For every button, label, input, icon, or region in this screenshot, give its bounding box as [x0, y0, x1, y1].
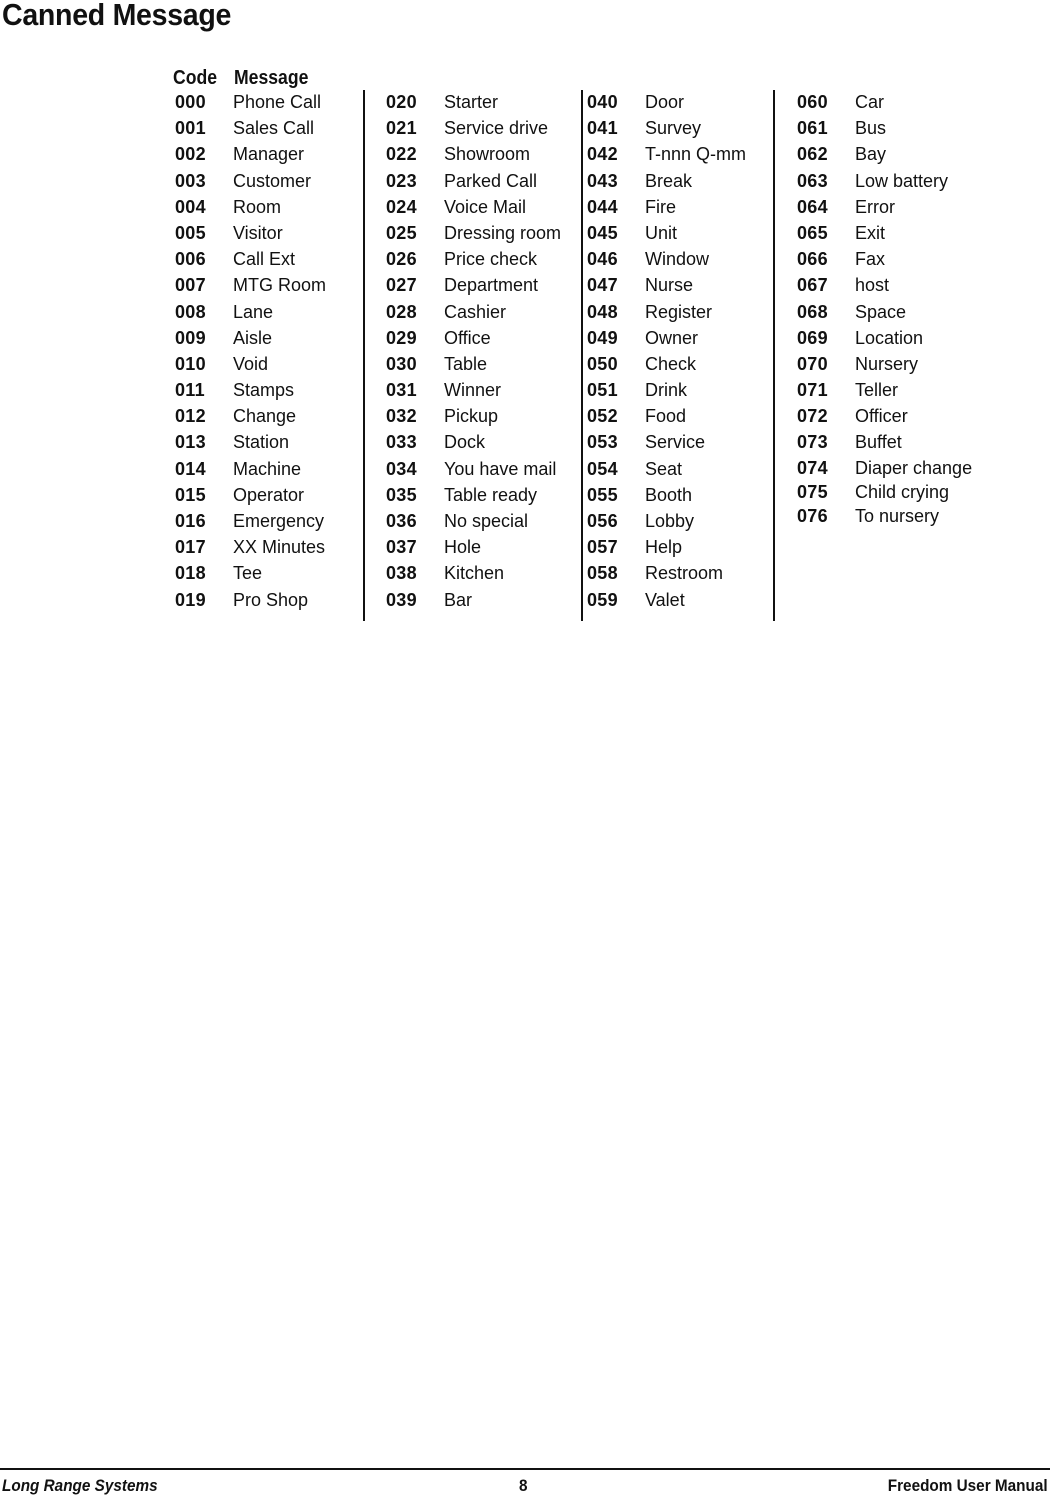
page-number: 8 — [519, 1476, 528, 1495]
table-row — [175, 429, 326, 455]
message-text: Sales Call — [233, 118, 315, 139]
table-row — [386, 429, 561, 455]
table-row — [797, 168, 972, 194]
message-text: Pickup — [444, 406, 499, 427]
message-code: 029 — [386, 327, 417, 348]
table-row — [386, 220, 561, 246]
message-text: Drink — [645, 380, 688, 401]
message-code: 030 — [386, 353, 417, 374]
table-row — [386, 168, 561, 194]
table-row — [175, 587, 326, 613]
message-text: Dressing room — [444, 222, 562, 243]
table-row — [797, 403, 972, 429]
code-column-header: Code — [173, 67, 217, 89]
message-code: 035 — [386, 484, 417, 505]
table-row — [797, 141, 972, 167]
message-text: Booth — [645, 484, 693, 505]
table-row — [797, 89, 972, 115]
message-code: 062 — [797, 144, 828, 165]
table-row — [587, 587, 746, 613]
message-code: 047 — [587, 275, 618, 296]
message-code: 011 — [175, 380, 205, 401]
message-text: Winner — [444, 380, 502, 401]
message-text: Phone Call — [233, 92, 322, 112]
message-code: 018 — [175, 563, 206, 584]
message-text: Help — [645, 537, 683, 558]
table-row — [587, 403, 746, 429]
table-row — [797, 246, 972, 272]
message-text: Seat — [645, 458, 683, 479]
table-row — [797, 299, 972, 325]
code-list-column-4 — [797, 89, 972, 528]
message-code: 068 — [797, 301, 828, 322]
message-text: XX Minutes — [233, 537, 326, 558]
code-list-column-1 — [175, 89, 326, 613]
message-code: 057 — [587, 537, 618, 558]
message-code: 024 — [386, 196, 417, 217]
table-row — [587, 89, 746, 115]
message-code: 004 — [175, 196, 206, 217]
message-text: Survey — [645, 118, 702, 139]
message-text: Service — [645, 432, 706, 453]
message-code: 072 — [797, 406, 828, 427]
table-row — [386, 560, 561, 586]
message-code: 036 — [386, 511, 417, 531]
message-text: Space — [855, 301, 907, 322]
message-code: 053 — [587, 432, 618, 453]
message-text: Error — [855, 196, 895, 217]
message-text: Emergency — [233, 511, 325, 531]
message-code: 056 — [587, 511, 618, 531]
table-row — [175, 89, 326, 115]
message-code: 065 — [797, 222, 828, 243]
message-text: Starter — [444, 92, 499, 112]
message-text: Aisle — [233, 327, 273, 348]
message-text: Lobby — [645, 511, 695, 531]
message-text: Location — [855, 327, 924, 348]
message-code: 016 — [175, 511, 206, 531]
table-row — [386, 141, 561, 167]
message-text: Office — [444, 327, 491, 348]
message-code: 022 — [386, 144, 417, 165]
message-text: Nursery — [855, 353, 919, 374]
message-code: 049 — [587, 327, 618, 348]
table-row — [587, 482, 746, 508]
message-text: Register — [645, 301, 713, 322]
code-list-column-3 — [587, 89, 746, 613]
message-code: 046 — [587, 249, 618, 270]
table-row — [175, 456, 326, 482]
table-row — [797, 456, 972, 480]
footer-company: Long Range Systems — [2, 1476, 158, 1495]
message-text: T-nnn Q-mm — [645, 144, 747, 165]
message-text: Showroom — [444, 144, 531, 165]
message-text: Pro Shop — [233, 589, 309, 610]
table-row — [386, 587, 561, 613]
table-row — [175, 246, 326, 272]
table-row — [175, 325, 326, 351]
message-text: Machine — [233, 458, 302, 479]
message-code: 038 — [386, 563, 417, 584]
table-row — [587, 194, 746, 220]
column-divider — [581, 90, 583, 621]
message-column-header: Message — [234, 67, 309, 89]
table-row — [386, 403, 561, 429]
message-code: 048 — [587, 301, 618, 322]
message-text: Nurse — [645, 275, 694, 296]
message-code: 015 — [175, 484, 206, 505]
message-text: Officer — [855, 406, 908, 427]
table-row — [797, 480, 972, 504]
table-row — [175, 220, 326, 246]
table-row — [797, 377, 972, 403]
message-code: 034 — [386, 458, 417, 479]
message-code: 002 — [175, 144, 206, 165]
message-text: Window — [645, 249, 710, 270]
message-code: 021 — [386, 118, 417, 139]
page-title: Canned Message — [2, 0, 232, 32]
message-text: Department — [444, 275, 539, 296]
table-row — [386, 377, 561, 403]
table-row — [587, 534, 746, 560]
message-code: 061 — [797, 118, 828, 139]
table-row — [175, 377, 326, 403]
message-text: Bay — [855, 144, 887, 165]
message-text: Door — [645, 92, 685, 112]
table-row — [386, 508, 561, 534]
message-code: 023 — [386, 170, 417, 191]
message-text: Fire — [645, 196, 676, 217]
message-text: Dock — [444, 432, 486, 453]
message-code: 037 — [386, 537, 417, 558]
table-row — [797, 272, 972, 298]
footer-divider — [0, 1468, 1050, 1470]
message-text: Teller — [855, 380, 899, 401]
table-row — [386, 89, 561, 115]
message-code: 006 — [175, 249, 206, 270]
message-text: Operator — [233, 484, 305, 505]
table-row — [797, 220, 972, 246]
message-code: 026 — [386, 249, 417, 270]
table-row — [797, 194, 972, 220]
message-text: Tee — [233, 563, 263, 584]
message-text: Parked Call — [444, 170, 538, 191]
message-code: 040 — [587, 92, 618, 112]
table-row — [587, 508, 746, 534]
table-row — [587, 141, 746, 167]
table-row — [587, 272, 746, 298]
message-code: 044 — [587, 196, 618, 217]
message-text: Cashier — [444, 301, 507, 322]
message-text: Table — [444, 353, 488, 374]
message-code: 033 — [386, 432, 417, 453]
message-code: 075 — [797, 481, 828, 502]
message-code: 063 — [797, 170, 828, 191]
table-row — [386, 351, 561, 377]
message-code: 039 — [386, 589, 417, 610]
message-code: 013 — [175, 432, 206, 453]
message-code: 066 — [797, 249, 828, 270]
message-code: 010 — [175, 353, 206, 374]
message-text: Fax — [855, 249, 886, 270]
message-text: Food — [645, 406, 687, 427]
message-code: 060 — [797, 92, 828, 112]
message-code: 074 — [797, 457, 828, 478]
message-code: 020 — [386, 92, 417, 112]
table-row — [797, 504, 972, 528]
message-code: 070 — [797, 353, 828, 374]
table-row — [175, 482, 326, 508]
message-code: 019 — [175, 589, 206, 610]
message-code: 003 — [175, 170, 206, 191]
message-code: 076 — [797, 505, 828, 526]
column-divider — [363, 90, 365, 621]
message-text: Voice Mail — [444, 196, 527, 217]
message-text: Service drive — [444, 118, 549, 139]
table-row — [175, 194, 326, 220]
message-code: 014 — [175, 458, 206, 479]
message-code: 031 — [386, 380, 417, 401]
table-row — [175, 141, 326, 167]
message-code: 005 — [175, 222, 206, 243]
table-row — [386, 299, 561, 325]
message-code: 027 — [386, 275, 417, 296]
message-code: 051 — [587, 380, 618, 401]
message-code: 042 — [587, 144, 618, 165]
message-text: Unit — [645, 222, 678, 243]
message-code: 007 — [175, 275, 206, 296]
table-row — [797, 325, 972, 351]
message-text: Break — [645, 170, 693, 191]
table-row — [587, 299, 746, 325]
message-text: Exit — [855, 222, 886, 243]
message-code: 025 — [386, 222, 417, 243]
message-text: Car — [855, 92, 885, 112]
message-text: Table ready — [444, 484, 538, 505]
message-code: 000 — [175, 92, 206, 112]
message-code: 058 — [587, 563, 618, 584]
message-text: Price check — [444, 249, 538, 270]
code-list-column-2 — [386, 89, 561, 613]
message-text: Kitchen — [444, 563, 505, 584]
table-row — [175, 115, 326, 141]
message-text: No special — [444, 511, 529, 531]
table-row — [175, 272, 326, 298]
message-text: Stamps — [233, 380, 295, 401]
message-code: 045 — [587, 222, 618, 243]
message-code: 055 — [587, 484, 618, 505]
table-row — [175, 168, 326, 194]
table-row — [587, 377, 746, 403]
message-text: Call Ext — [233, 249, 296, 270]
message-code: 059 — [587, 589, 618, 610]
message-code: 064 — [797, 196, 828, 217]
table-row — [587, 115, 746, 141]
message-text: MTG Room — [233, 275, 327, 296]
message-text: Bar — [444, 589, 473, 610]
table-row — [386, 534, 561, 560]
message-code: 073 — [797, 432, 828, 453]
table-row — [386, 325, 561, 351]
table-row — [587, 456, 746, 482]
message-text: Diaper change — [855, 457, 973, 478]
message-code: 041 — [587, 118, 618, 139]
message-text: Check — [645, 353, 697, 374]
table-row — [587, 246, 746, 272]
table-row — [175, 351, 326, 377]
message-code: 069 — [797, 327, 828, 348]
table-row — [797, 351, 972, 377]
message-text: To nursery — [855, 505, 940, 526]
table-row — [386, 194, 561, 220]
message-text: Change — [233, 406, 297, 427]
table-row — [386, 115, 561, 141]
table-row — [175, 534, 326, 560]
message-text: Manager — [233, 144, 305, 165]
message-code: 001 — [175, 118, 206, 139]
message-code: 054 — [587, 458, 618, 479]
table-row — [587, 220, 746, 246]
message-code: 008 — [175, 301, 206, 322]
table-row — [175, 403, 326, 429]
message-code: 028 — [386, 301, 417, 322]
message-text: You have mail — [444, 458, 557, 479]
message-text: Child crying — [855, 481, 950, 502]
message-text: Buffet — [855, 432, 902, 453]
message-code: 017 — [175, 537, 206, 558]
message-text: Lane — [233, 301, 274, 322]
table-row — [386, 482, 561, 508]
table-row — [797, 115, 972, 141]
message-code: 050 — [587, 353, 618, 374]
footer-manual-title: Freedom User Manual — [888, 1476, 1048, 1495]
message-code: 071 — [797, 380, 828, 401]
table-row — [587, 325, 746, 351]
table-row — [175, 299, 326, 325]
message-code: 043 — [587, 170, 618, 191]
table-row — [587, 168, 746, 194]
message-code: 032 — [386, 406, 417, 427]
table-row — [587, 351, 746, 377]
message-code: 009 — [175, 327, 206, 348]
message-text: Visitor — [233, 222, 283, 243]
message-code: 067 — [797, 275, 828, 296]
message-text: Customer — [233, 170, 312, 191]
table-row — [175, 508, 326, 534]
table-row — [175, 560, 326, 586]
table-row — [386, 456, 561, 482]
message-text: Void — [233, 353, 269, 374]
message-text: Low battery — [855, 170, 949, 191]
message-code: 052 — [587, 406, 618, 427]
message-text: Valet — [645, 589, 685, 610]
message-text: Room — [233, 196, 282, 217]
message-text: Owner — [645, 327, 699, 348]
message-text: Station — [233, 432, 290, 453]
table-row — [386, 246, 561, 272]
message-text: Bus — [855, 118, 887, 139]
message-text: Hole — [444, 537, 482, 558]
message-text: host — [855, 275, 890, 296]
table-row — [797, 429, 972, 455]
message-text: Restroom — [645, 563, 724, 584]
column-divider — [773, 90, 775, 621]
message-code: 012 — [175, 406, 206, 427]
table-row — [587, 429, 746, 455]
table-row — [386, 272, 561, 298]
table-row — [587, 560, 746, 586]
